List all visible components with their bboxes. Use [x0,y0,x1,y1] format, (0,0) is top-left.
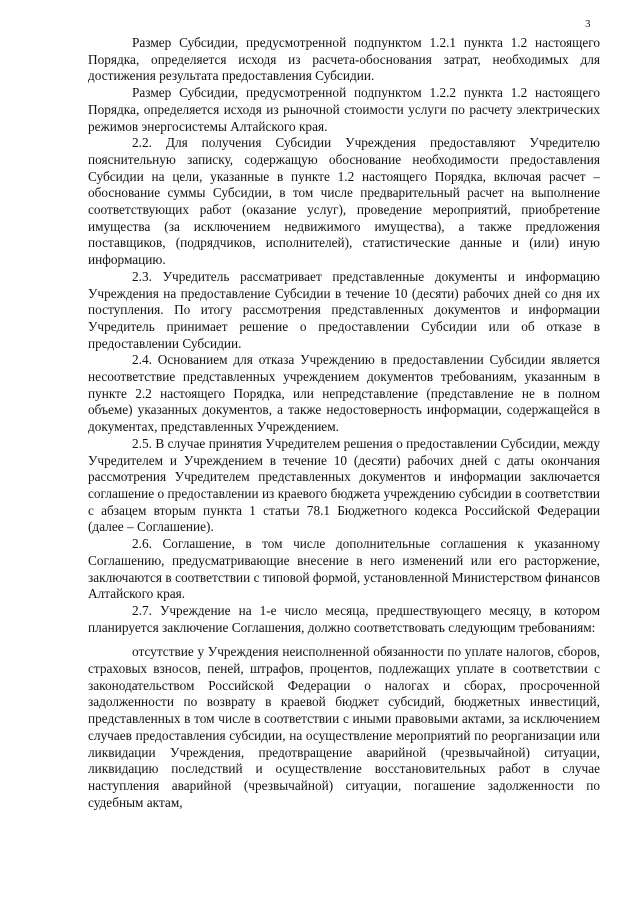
paragraph-2-3: 2.3. Учредитель рассматривает представленные документы и информацию Учреждения на предоставление Субсидии в течение 10 (десяти) рабочих дней со дня их поступления. По итогу рассмотрения представленных документов и информации Учредитель принимает решение о предоставлении Субсидии или об отказе в предоставлении Субсидии. [88,268,600,351]
paragraph-2-5: 2.5. В случае принятия Учредителем решения о предоставлении Субсидии, между Учредителем и Учреждением в течение 10 (десяти) рабочих дней с даты окончания рассмотрения Учредителем представленных документов и информации заключается соглашение о предоставлении из краевого бюджета учреждению субсидии в соответствии с абзацем вторым пункта 1 статьи 78.1 Бюджетного кодекса Российской Федерации (далее – Соглашение). [88,435,600,535]
paragraph-2-6: 2.6. Соглашение, в том числе дополнительные соглашения к указанному Соглашению, предусматривающие внесение в него изменений или его расторжение, заключаются в соответствии с типовой формой, установленной Министерством финансов Алтайского края. [88,536,600,602]
paragraph-requirement-no-debt: отсутствие у Учреждения неисполненной обязанности по уплате налогов, сборов, страховых взносов, пеней, штрафов, процентов, подлежащих уплате в соответствии с законодательством Российской Федерации о налогах и сборах, просроченной задолженности по возврату в краевой бюджет субсидий, бюджетных инвестиций, представленных в том числе в соответствии с иными правовыми актами, за исключением случаев предоставления субсидии, на осуществление мероприятий по реорганизации или ликвидации Учреждения, предотвращение аварийной (чрезвычайной) ситуации, ликвидацию последствий и осуществление восстановительных работ в случае наступления аварийной (чрезвычайной) ситуации, погашение задолженности по судебным актам, [88,644,600,810]
paragraph-subsidy-size-1-2-2: Размер Субсидии, предусмотренной подпунктом 1.2.2 пункта 1.2 настоящего Порядка, определяется исходя из рыночной стоимости услуги по расчету электрических режимов энергосистемы Алтайского края. [88,85,600,134]
paragraph-subsidy-size-1-2-1: Размер Субсидии, предусмотренной подпунктом 1.2.1 пункта 1.2 настоящего Порядка, определяется исходя из расчета-обоснования затрат, необходимых для достижения результата предоставления Субсидии. [88,35,600,84]
paragraph-2-7: 2.7. Учреждение на 1-е число месяца, предшествующего месяцу, в котором планируется заключение Соглашения, должно соответствовать следующим требованиям: [88,602,600,635]
document-body [88,35,600,811]
page-number: 3 [585,18,591,30]
paragraph-2-4: 2.4. Основанием для отказа Учреждению в предоставлении Субсидии является несоответствие представленных учреждением документов требованиям, указанным в пункте 2.2 настоящего Порядка, или непредставление (представление не в полном объеме) указанных документов, а также недостоверность информации, содержащейся в документах, представленных Учреждением. [88,352,600,435]
paragraph-2-2: 2.2. Для получения Субсидии Учреждения предоставляют Учредителю пояснительную записку, содержащую обоснование необходимости предоставления Субсидии на цели, указанные в пункте 1.2 настоящего Порядка, включая расчет – обоснование суммы Субсидии, в том числе предварительный расчет на выполнение соответствующих работ (оказание услуг), проведение мероприятий, приобретение имущества (за исключением недвижимого имущества), а также предложения поставщиков, (подрядчиков, исполнителей), статистические данные и (или) иную информацию. [88,135,600,268]
